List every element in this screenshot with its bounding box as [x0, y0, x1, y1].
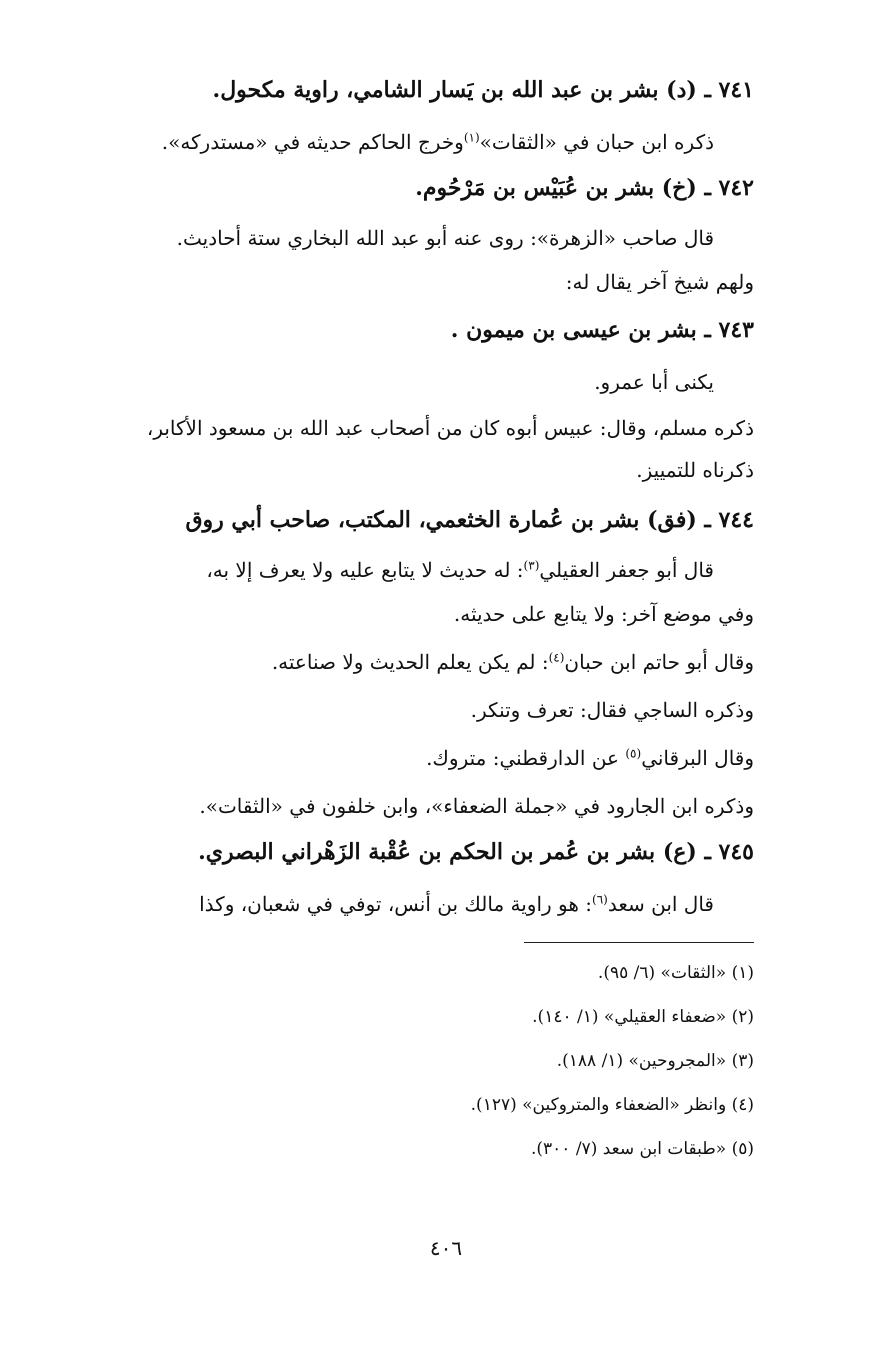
entry-heading-743 — [54, 312, 754, 352]
text-line — [54, 886, 754, 926]
line-text: وذكره الساجي فقال: تعرف وتنكر. — [470, 698, 754, 722]
line-text: ٧٤٣ ـ بشر بن عيسى بن ميمون . — [450, 317, 754, 343]
line-text: يكنى أبا عمرو. — [594, 370, 714, 394]
footnote-text: (٢) «ضعفاء العقيلي» (١/ ١٤٠). — [532, 1007, 754, 1027]
line-text: وذكره ابن الجارود في «جملة الضعفاء»، وابن خلفون في «الثقات». — [199, 794, 754, 818]
line-text: وقال أبو حاتم ابن حبان — [564, 650, 754, 674]
entry-heading-742 — [54, 170, 754, 210]
footnote-2 — [54, 1002, 754, 1034]
line-text-rest: : له حديث لا يتابع عليه ولا يعرف إلا به، — [206, 558, 524, 582]
text-line — [54, 740, 754, 780]
text-line — [54, 124, 754, 164]
page-number: ٤٠٦ — [429, 1236, 463, 1260]
text-line — [54, 410, 754, 450]
footnote-text: (١) «الثقات» (٦/ ٩٥). — [597, 963, 754, 983]
line-text-rest: وخرج الحاكم حديثه في «مستدركه». — [161, 130, 464, 154]
line-text: ٧٤٢ ـ (خ) بشر بن عُبَيْس بن مَرْحُوم. — [415, 175, 754, 201]
line-text: ذكره ابن حبان في «الثقات» — [479, 130, 714, 154]
footnote-ref: (١) — [463, 130, 480, 145]
text-line — [54, 692, 754, 732]
line-text: قال ابن سعد — [607, 892, 714, 916]
footnote-ref: (٤) — [548, 650, 565, 665]
text-line — [54, 364, 754, 404]
footnote-5 — [54, 1134, 754, 1166]
text-line — [54, 452, 754, 492]
text-line — [54, 220, 754, 260]
line-text: ٧٤١ ـ (د) بشر بن عبد الله بن يَسار الشامي، راوية مكحول. — [212, 77, 754, 103]
footnote-text: (٥) «طبقات ابن سعد (٧/ ٣٠٠). — [530, 1139, 754, 1159]
text-line — [54, 264, 754, 304]
footnote-1 — [54, 958, 754, 990]
text-line — [54, 644, 754, 684]
footnote-text: (٤) وانظر «الضعفاء والمتروكين» (١٢٧). — [470, 1095, 754, 1115]
footnote-ref: (٦) — [592, 892, 608, 907]
line-text: قال أبو جعفر العقيلي — [539, 558, 714, 582]
entry-heading-745 — [54, 834, 754, 874]
footnote-ref: (٣) — [523, 558, 540, 573]
line-text-rest: عن الدارقطني: متروك. — [426, 746, 619, 770]
line-text: ٧٤٤ ـ (فق) بشر بن عُمارة الخثعمي، المكتب، صاحب أبي روق — [185, 507, 754, 533]
line-text-rest: : لم يكن يعلم الحديث ولا صناعته. — [271, 650, 549, 674]
text-line — [54, 788, 754, 828]
line-text: ٧٤٥ ـ (ع) بشر بن عُمر بن الحكم بن عُقْبة الزَهْراني البصري. — [198, 839, 754, 865]
entry-heading-741 — [54, 72, 754, 112]
text-line — [54, 596, 754, 636]
line-text: ذكرناه للتمييز. — [636, 458, 754, 482]
line-text: ولهم شيخ آخر يقال له: — [565, 270, 754, 294]
text-line — [54, 552, 754, 592]
line-text-rest: : هو راوية مالك بن أنس، توفي في شعبان، وكذا — [199, 892, 593, 916]
footnote-text: (٣) «المجروحين» (١/ ١٨٨). — [556, 1051, 754, 1071]
footnote-3 — [54, 1046, 754, 1078]
line-text: وقال البرقاني — [641, 746, 754, 770]
line-text: ذكره مسلم، وقال: عبيس أبوه كان من أصحاب عبد الله بن مسعود الأكابر، — [146, 416, 754, 440]
footnote-separator — [524, 942, 754, 943]
footnote-ref: (٥) — [625, 746, 642, 761]
entry-heading-744 — [54, 502, 754, 542]
footnote-4 — [54, 1090, 754, 1122]
line-text: قال صاحب «الزهرة»: روى عنه أبو عبد الله البخاري ستة أحاديث. — [176, 226, 714, 250]
line-text: وفي موضع آخر: ولا يتابع على حديثه. — [453, 602, 754, 626]
